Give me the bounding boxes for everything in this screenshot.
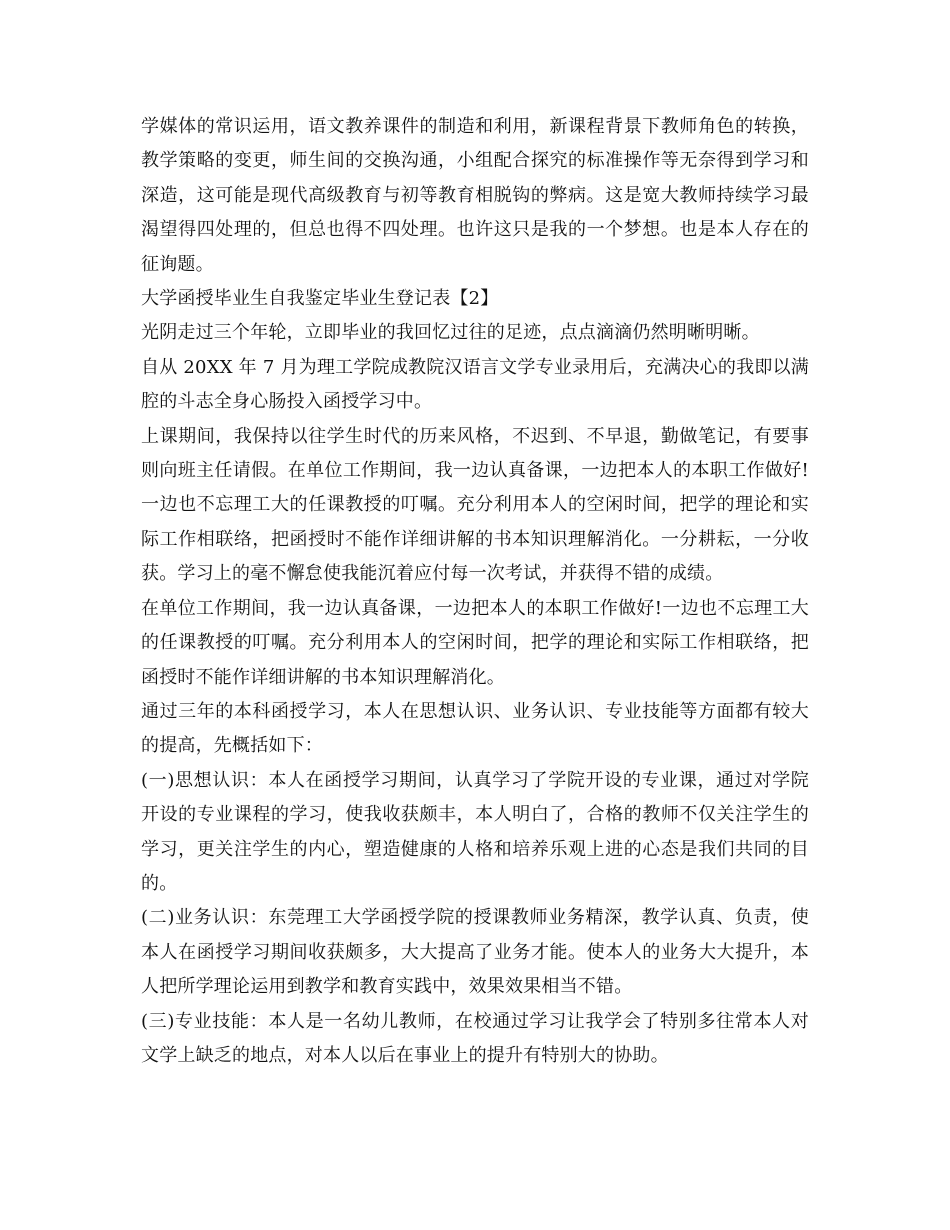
- document-body: [141, 110, 809, 1073]
- section-heading: 大学函授毕业生自我鉴定毕业生登记表【2】: [141, 288, 499, 310]
- paragraph-intro: 光阴走过三个年轮，立即毕业的我回忆过往的足迹，点点滴滴仍然明晰明晰。: [141, 322, 760, 344]
- paragraph-work-period: 在单位工作期间，我一边认真备课，一边把本人的本职工作做好!一边也不忘理工大的任课教授的叮嘱。充分利用本人的空闲时间，把学的理论和实际工作相联络，把函授时不能作详细讲解的书本知识理解消化。: [141, 597, 809, 688]
- paragraph-professional: (二)业务认识：东莞理工大学函授学院的授课教师业务精深，教学认真、负责，使本人在函授学习期间收获颇多，大大提高了业务才能。使本人的业务大大提升，本人把所学理论运用到教学和教育实践中，效果效果相当不错。: [141, 907, 809, 998]
- paragraph-continuation: 学媒体的常识运用，语文教养课件的制造和利用，新课程背景下教师角色的转换，教学策略的变更，师生间的交换沟通，小组配合探究的标准操作等无奈得到学习和深造，这可能是现代高级教育与初等教育相脱钩的弊病。这是宽大教师持续学习最渴望得四处理的，但总也得不四处理。也许这只是我的一个梦想。也是本人存在的征询题。: [141, 116, 809, 275]
- paragraph-class-attitude: 上课期间，我保持以往学生时代的历来风格，不迟到、不早退，勤做笔记，有要事则向班主任请假。在单位工作期间，我一边认真备课，一边把本人的本职工作做好!一边也不忘理工大的任课教授的叮嘱。充分利用本人的空闲时间，把学的理论和实际工作相联络，把函授时不能作详细讲解的书本知识理解消化。一分耕耘，一分收获。学习上的毫不懈怠使我能沉着应付每一次考试，并获得不错的成绩。: [141, 425, 809, 585]
- paragraph-summary-intro: 通过三年的本科函授学习，本人在思想认识、业务认识、专业技能等方面都有较大的提高，先概括如下：: [141, 700, 809, 757]
- paragraph-enrollment: 自从 20XX 年 7 月为理工学院成教院汉语言文学专业录用后，充满决心的我即以满腔的斗志全身心肠投入函授学习中。: [141, 356, 809, 413]
- paragraph-skills: (三)专业技能：本人是一名幼儿教师，在校通过学习让我学会了特别多往常本人对文学上缺乏的地点，对本人以后在事业上的提升有特别大的协助。: [141, 1010, 809, 1066]
- paragraph-ideological: (一)思想认识：本人在函授学习期间，认真学习了学院开设的专业课，通过对学院开设的专业课程的学习，使我收获颇丰，本人明白了，合格的教师不仅关注学生的学习，更关注学生的内心，塑造健康的人格和培养乐观上进的心态是我们共同的目的。: [141, 769, 809, 894]
